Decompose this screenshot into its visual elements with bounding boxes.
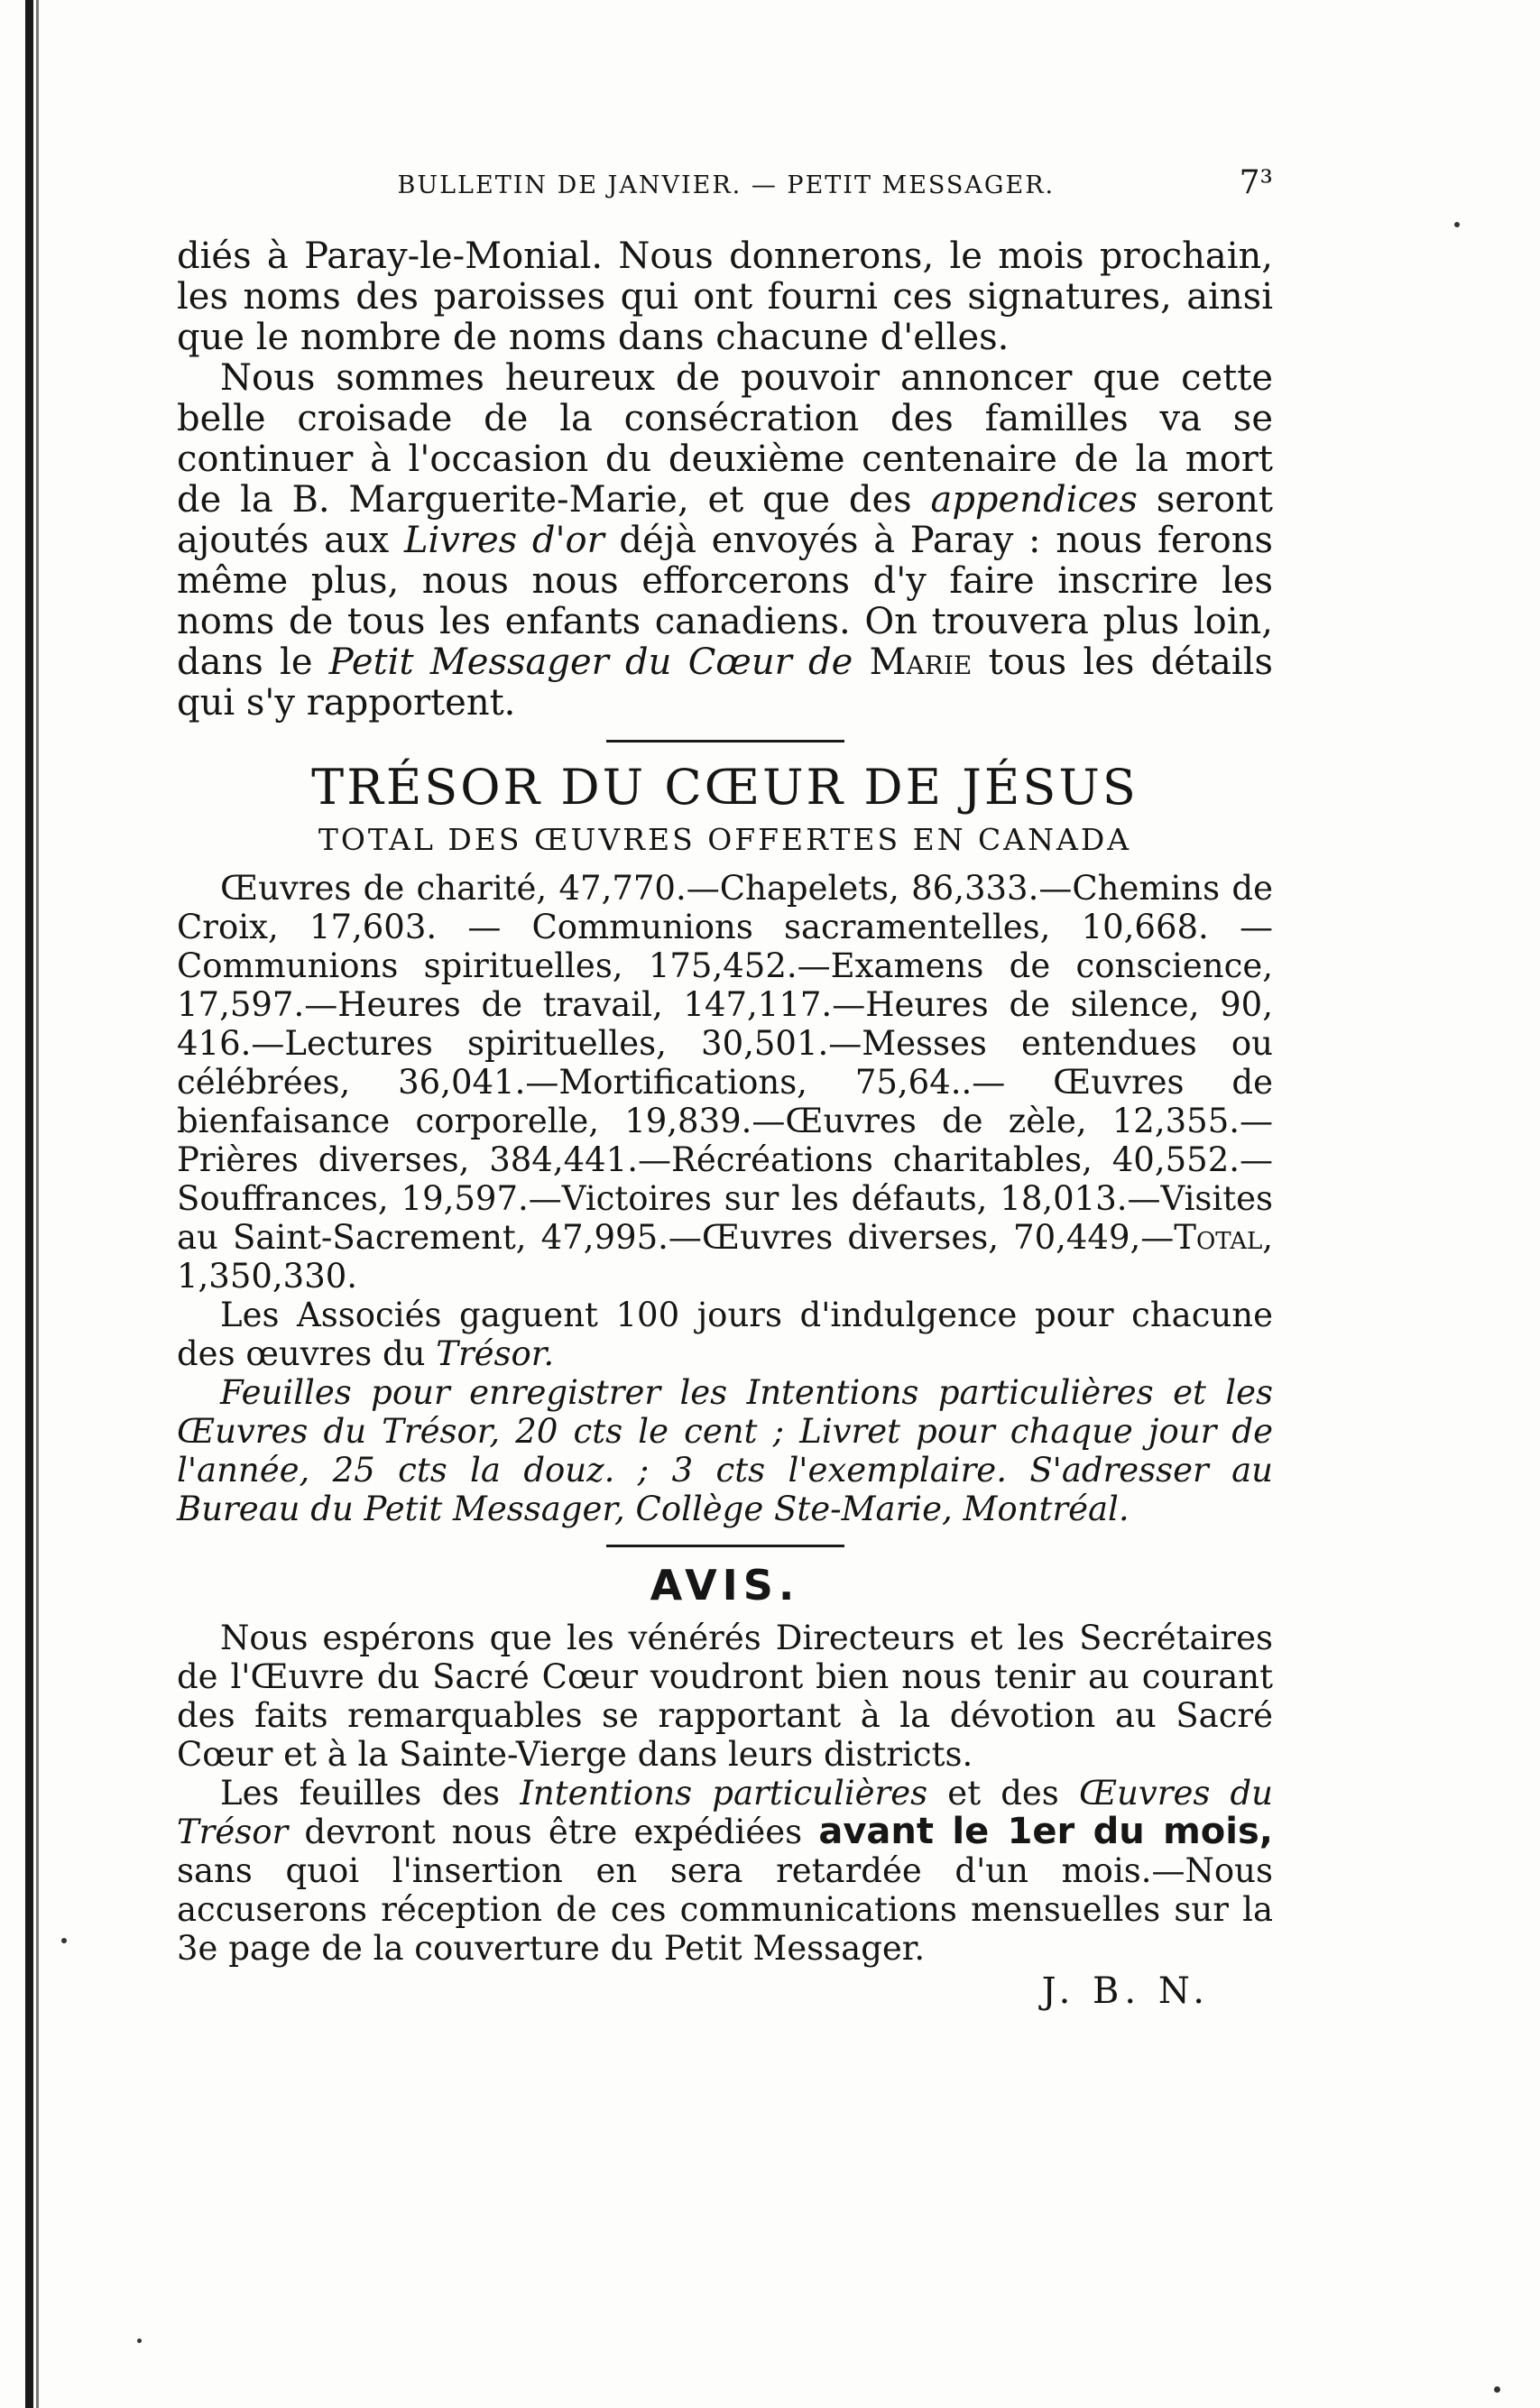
intro-italic-petit-messager: Petit Messager du Cœur de	[328, 641, 853, 683]
ink-speck	[1454, 222, 1460, 227]
intro-text: déjà envoyés à Paray : nous ferons même plus, nous nous efforcerons d'y faire inscrire les noms de tous les enfants canadiens. On trouvera plus loin, dans le	[177, 520, 1273, 683]
section-divider	[606, 1545, 844, 1547]
avis-bold-deadline: avant le 1er du mois,	[818, 1811, 1273, 1852]
avis-text: sans quoi l'insertion en sera retardée d'un mois.—Nous accuserons réception de ces communications mensuelles sur la 3e page de la couverture du Petit Messager.	[177, 1851, 1273, 1968]
ink-speck	[1494, 2386, 1500, 2393]
ink-speck	[137, 2339, 142, 2343]
intro-text: Nous sommes heureux de pouvoir annoncer que cette belle croisade de la consécration des familles va se continuer à l'occasion du deuxième centenaire de la mort de la B. Marguerite-Marie, et que des	[177, 357, 1273, 521]
tresor-feuilles-text: Feuilles pour enregistrer les Intentions particulières et les Œuvres du Trésor, 20 cts le cent ; Livret pour chaque jour de l'année, 25 cts la douz. ; 3 cts l'exemplaire. S'adresser au Bureau du Petit Messager, Collège Ste-Marie, Montréal.	[177, 1373, 1273, 1528]
avis-italic-intentions: Intentions particulières	[520, 1774, 928, 1813]
section-divider	[606, 740, 844, 743]
ink-speck	[61, 1938, 67, 1943]
intro-italic-livres-dor: Livres d'or	[403, 520, 604, 561]
intro-paragraph-2	[177, 358, 1273, 724]
tresor-title: TRÉSOR DU CŒUR DE JÉSUS	[311, 759, 1139, 816]
tresor-subtitle: TOTAL DES ŒUVRES OFFERTES EN CANADA	[318, 822, 1132, 857]
tresor-feuilles-notice	[177, 1373, 1273, 1528]
avis-paragraph-1	[177, 1619, 1273, 1774]
page-spine-shadow	[25, 0, 33, 2408]
intro-text: tous les détails qui s'y rapportent.	[177, 641, 1273, 724]
intro-paragraph-1	[177, 236, 1273, 358]
avis-title: AVIS.	[650, 1561, 800, 1610]
avis-italic-oeuvres: Œuvres du Trésor	[177, 1774, 1274, 1851]
tresor-indulgence-text: Les Associés gaguent 100 jours d'indulgence pour chacune des œuvres du	[177, 1296, 1273, 1373]
page-number: 7³	[1239, 164, 1273, 201]
avis-text: Les feuilles des	[220, 1774, 521, 1813]
avis-paragraph-2	[177, 1774, 1273, 1968]
avis-text: et des	[927, 1774, 1079, 1813]
book-page	[177, 162, 1273, 2012]
tresor-list-text: Œuvres de charité, 47,770.—Chapelets, 86,333.—Chemins de Croix, 17,603. — Communions sacramentelles, 10,668. — Communions spirituelles, 175,452.—Examens de conscience, 17,597.—Heures de travail, 147,117.—Heures de silence, 90, 416.—Lectures spirituelles, 30,501.—Messes entendues ou célébrées, 36,041.—Mortifications, 75,64..— Œuvres de bienfaisance corporelle, 19,839.—Œuvres de zèle, 12,355.—Prières diverses, 384,441.—Récréations charitables, 40,552.—Souffrances, 19,597.—Victoires sur les défauts, 18,013.—Visites au Saint-Sacrement, 47,995.—Œuvres diverses, 70,449,—	[177, 869, 1273, 1257]
avis-text: devront nous être expédiées	[288, 1813, 819, 1851]
tresor-total-label: Total,	[1174, 1218, 1273, 1257]
tresor-italic-word: Trésor.	[436, 1334, 555, 1373]
tresor-indulgence	[177, 1296, 1273, 1373]
signature: J. B. N.	[1041, 1970, 1210, 2012]
intro-text: seront ajoutés aux	[177, 479, 1274, 561]
running-header	[177, 162, 1273, 206]
page-spine-edge	[36, 0, 39, 2408]
intro-text: diés à Paray-le-Monial. Nous donnerons, le mois prochain, les noms des paroisses qui ont fourni ces signatures, ainsi que le nombre de noms dans chacune d'elles.	[177, 235, 1273, 358]
tresor-total-value: 1,350,330.	[177, 1257, 358, 1296]
tresor-works-list	[177, 869, 1273, 1296]
intro-italic-appendices: appendices	[930, 479, 1138, 521]
avis-text: Nous espérons que les vénérés Directeurs et les Secrétaires de l'Œuvre du Sacré Cœur voudront bien nous tenir au courant des faits remarquables se rapportant à la dévotion au Sacré Cœur et à la Sainte-Vierge dans leurs districts.	[177, 1619, 1273, 1774]
running-head-title: BULLETIN DE JANVIER. — PETIT MESSAGER.	[397, 171, 1056, 199]
intro-smallcaps-marie: Marie	[853, 641, 973, 683]
